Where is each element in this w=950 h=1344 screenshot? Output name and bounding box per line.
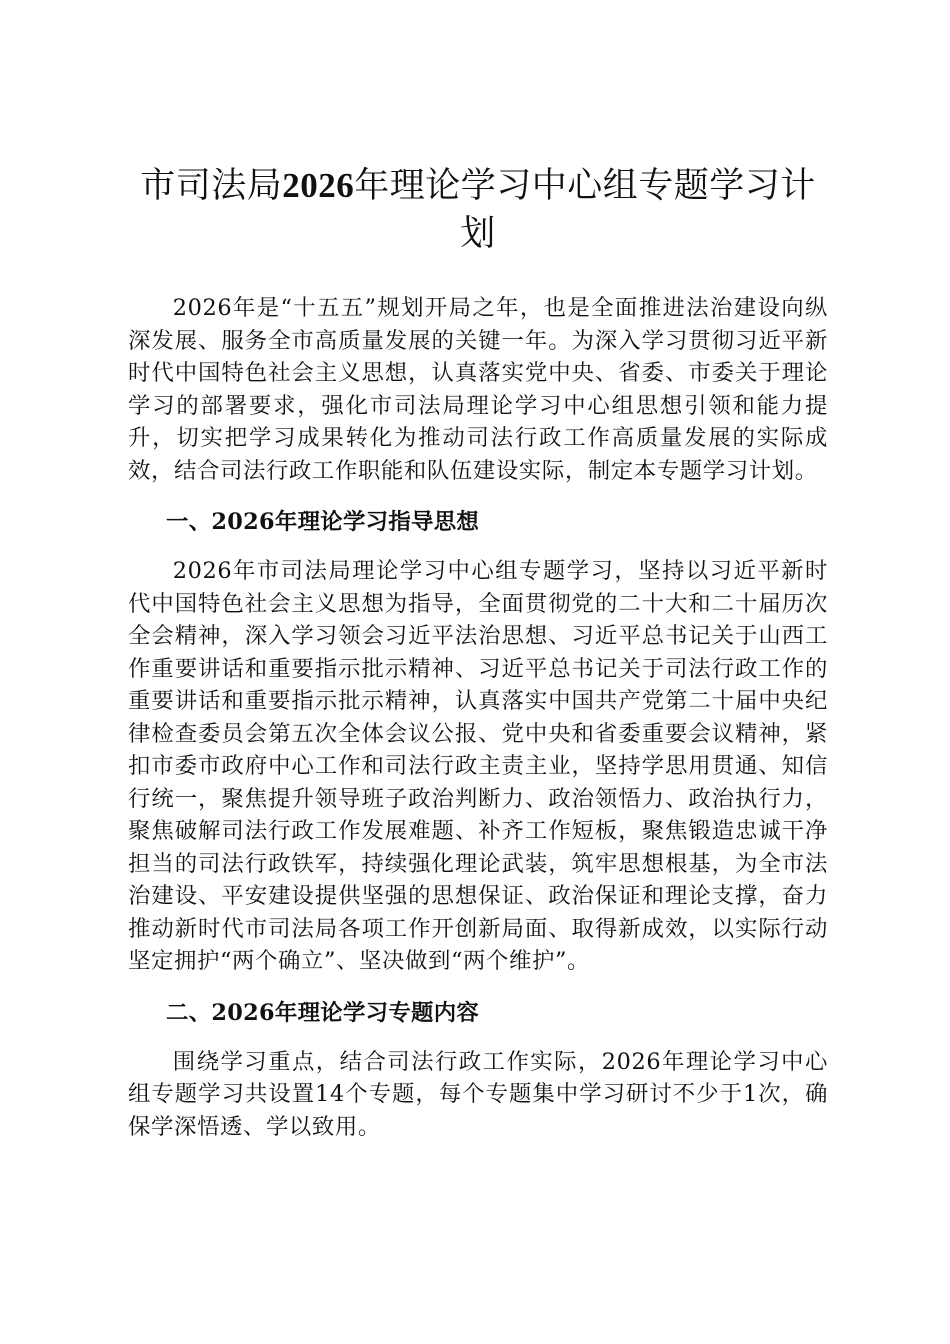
document-body [128, 162, 828, 1143]
document-title [128, 162, 828, 258]
section-body-topic-content: 围绕学习重点，结合司法行政工作实际，2026年理论学习中心组专题学习共设置14个专题，每个专题集中学习研讨不少于1次，确保学深悟透、学以致用。 [128, 1048, 828, 1140]
section-heading-topic-content: 二、2026年理论学习专题内容 [166, 999, 480, 1026]
title-text-part2: 年理论学习中心组专题学习计划 [354, 166, 816, 254]
section-heading-guiding-thought: 一、2026年理论学习指导思想 [166, 509, 480, 535]
title-year: 2026 [282, 166, 355, 205]
section-body-guiding-thought: 2026年市司法局理论学习中心组专题学习，坚持以习近平新时代中国特色社会主义思想为指导，全面贯彻党的二十大和二十届历次全会精神，深入学习领会习近平法治思想、习近平总书记关于山西工作重要讲话和重要指示批示精神、习近平总书记关于司法行政工作的重要讲话和重要指示批示精神，认真落实中国共产党第二十届中央纪律检查委员会第五次全体会议公报、党中央和省委重要会议精神，紧扣市委市政府中心工作和司法行政主责主业，坚持学思用贯通、知信行统一，聚焦提升领导班子政治判断力、政治领悟力、政治执行力，聚焦破解司法行政工作发展难题、补齐工作短板，聚焦锻造忠诚干净担当的司法行政铁军，持续强化理论武装，筑牢思想根基，为全市法治建设、平安建设提供坚强的思想保证、政治保证和理论支撑，奋力推动新时代市司法局各项工作开创新局面、取得新成效，以实际行动坚定拥护“两个确立”、坚决做到“两个维护”。 [128, 558, 828, 974]
title-text-part1: 市司法局 [140, 166, 283, 206]
intro-paragraph: 2026年是“十五五”规划开局之年，也是全面推进法治建设向纵深发展、服务全市高质量发展的关键一年。为深入学习贯彻习近平新时代中国特色社会主义思想，认真落实党中央、省委、市委关于理论学习的部署要求，强化市司法局理论学习中心组思想引领和能力提升，切实把学习成果转化为推动司法行政工作高质量发展的实际成效，结合司法行政工作职能和队伍建设实际，制定本专题学习计划。 [128, 295, 828, 484]
